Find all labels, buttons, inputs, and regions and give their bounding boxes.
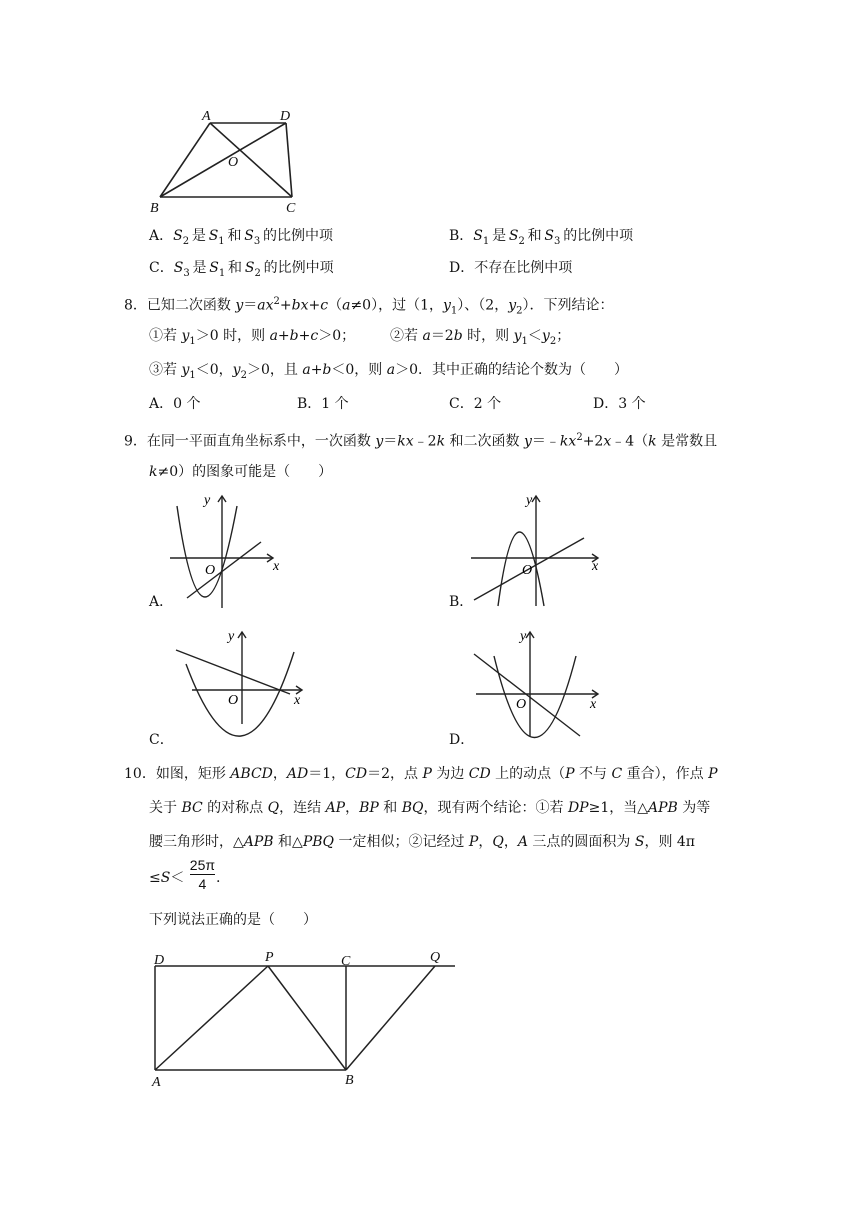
q10-question: 下列说法正确的是（ ） xyxy=(149,912,317,928)
vertex-label-a: A xyxy=(152,1075,161,1090)
fraction-25pi-over-4: $\frac{25\pi}{4}$ xyxy=(189,857,216,892)
q8-option-b[interactable]: B．1 个 xyxy=(297,396,349,412)
q7-option-a[interactable]: A．$S_2$ 是 $S_1$ 和 $S_3$ 的比例中项 xyxy=(149,228,334,247)
q9-graph-a[interactable] xyxy=(165,488,295,612)
q10-line-4: ≤S＜ $\frac{25\pi}{4}$ . xyxy=(149,857,221,892)
q9-stem-line-2: k≠0）的图象可能是（ ） xyxy=(149,464,333,480)
q7-option-d[interactable]: D．不存在比例中项 xyxy=(449,260,573,276)
q8-stem: 8．已知二次函数 $y=ax^2+bx+c(a\ne 0)$，过（1，$y_1$）、（2，$y_2$）．下列结论： xyxy=(124,296,614,317)
q8-option-d[interactable]: D．3 个 xyxy=(593,396,646,412)
q9-graph-d[interactable] xyxy=(472,624,612,748)
vertex-label-q: Q xyxy=(430,950,441,965)
q8-conclusion-3: ③若 $y_1<0$，$y_2>0$，且 a+b＜0，则 a＞0．其中正确的结论个数为（ ） xyxy=(149,362,629,381)
q9-option-b-label[interactable]: B． xyxy=(449,594,474,610)
q8-option-c[interactable]: C．2 个 xyxy=(449,396,502,412)
origin-label: O xyxy=(205,563,216,578)
origin-label: O xyxy=(522,563,533,578)
axis-label-x: x xyxy=(590,697,597,712)
q10-rectangle-figure xyxy=(140,944,470,1094)
q7-option-b[interactable]: B．$S_1$ 是 $S_2$ 和 $S_3$ 的比例中项 xyxy=(449,228,634,247)
vertex-label-a: A xyxy=(202,109,211,124)
vertex-label-o: O xyxy=(228,155,239,170)
vertex-label-d: D xyxy=(280,109,291,124)
q10-line-2: 关于 BC 的对称点 Q，连结 AP，BP 和 BQ，现有两个结论：①若 DP≥1，当△APB 为等 xyxy=(149,800,711,816)
q9-stem-line-1: 9．在同一平面直角坐标系中，一次函数 y＝kx﹣2k 和二次函数 $y=﹣kx^2+2x﹣4(k$ 是常数且 xyxy=(124,432,718,450)
q7-trapezoid-figure xyxy=(140,100,320,220)
q9-option-a-label[interactable]: A． xyxy=(149,594,174,610)
q9-option-d-label[interactable]: D． xyxy=(449,732,475,748)
q10-line-3: 腰三角形时，△APB 和△PBQ 一定相似；②记经过 P，Q，A 三点的圆面积为 S，则 4π xyxy=(149,834,696,850)
q9-graph-c[interactable] xyxy=(172,624,312,748)
axis-label-y: y xyxy=(526,493,533,508)
vertex-label-c: C xyxy=(286,201,296,216)
axis-label-x: x xyxy=(592,559,599,574)
origin-label: O xyxy=(228,693,239,708)
vertex-label-d: D xyxy=(154,953,165,968)
q7-option-c[interactable]: C．$S_3$ 是 $S_1$ 和 $S_2$ 的比例中项 xyxy=(149,260,334,279)
axis-label-x: x xyxy=(273,559,280,574)
axis-label-y: y xyxy=(520,629,527,644)
axis-label-y: y xyxy=(228,629,235,644)
origin-label: O xyxy=(516,697,527,712)
axis-label-y: y xyxy=(204,493,211,508)
q8-conclusion-2: ②若 a＝2b 时，则 $y_1<y_2$； xyxy=(390,328,571,347)
q10-line-1: 10．如图，矩形 ABCD，AD＝1，CD＝2，点 P 为边 CD 上的动点（P 不与 C 重合），作点 P xyxy=(124,766,718,782)
vertex-label-p: P xyxy=(265,950,274,965)
q8-conclusion-1: ①若 $y_1>0$ 时，则 a+b+c＞0； xyxy=(149,328,356,347)
q9-option-c-label[interactable]: C． xyxy=(149,732,174,748)
axis-label-x: x xyxy=(294,693,301,708)
vertex-label-c: C xyxy=(341,954,351,969)
vertex-label-b: B xyxy=(150,201,159,216)
q8-option-a[interactable]: A．0 个 xyxy=(149,396,201,412)
q9-graph-b[interactable] xyxy=(466,488,606,612)
vertex-label-b: B xyxy=(345,1073,354,1088)
